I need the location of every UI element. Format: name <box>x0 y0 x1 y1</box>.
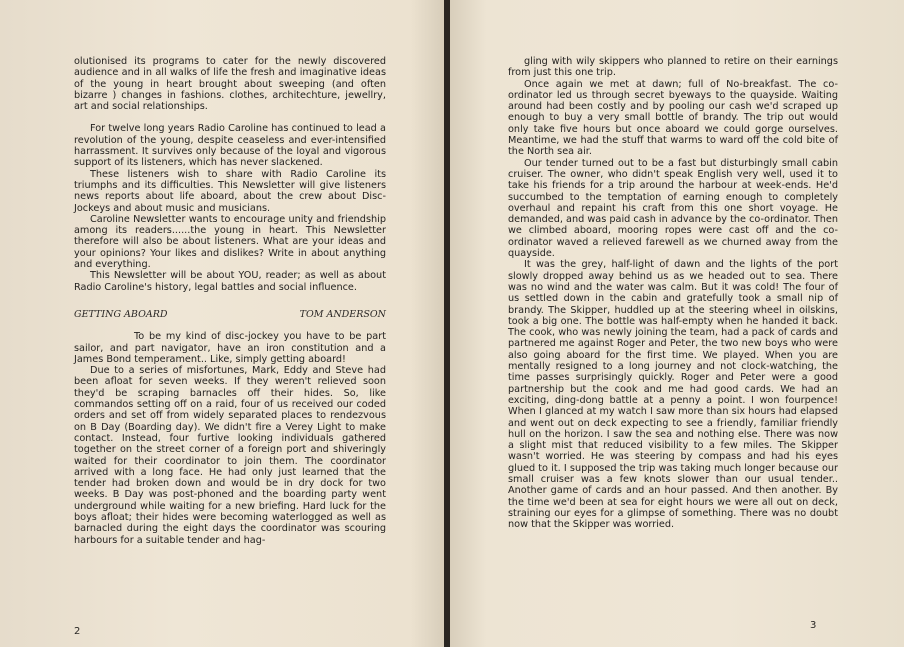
article-author: TOM ANDERSON <box>299 308 386 320</box>
paragraph: This Newsletter will be about YOU, reader; as well as about Radio Caroline's history, legal battles and social influence. <box>74 270 386 293</box>
right-page <box>450 0 904 647</box>
paragraph: It was the grey, half-light of dawn and the lights of the port slowly dropped away behind us as we headed out to sea. There was no wind and the water was calm. But it was cold! The four of us settled down in the cabin and gratefully took a small nip of brandy. The Skipper, huddled up at the steering wheel in oilskins, took a big one. The bottle was half-empty when he handed it back. The cook, who was newly joining the team, had a pack of cards and partnered me against Roger and Peter, the two new boys who were also going aboard for the first time. We played. When you are mentally resigned to a long journey and not clock-watching, the time passes surprisingly quickly. Roger and Peter were a good partnership but the cook and me had good cards. We had an exciting, ding-dong battle at a penny a point. I won fourpence! When I glanced at my watch I saw more than six hours had elapsed and went out on deck expecting to see a friendly, familiar friendly hull on the horizon. I saw the sea and nothing else. There was now a slight mist that reduced visibility to a few miles. The Skipper wasn't worried. He was steering by compass and had his eyes glued to it. I supposed the trip was taking much longer because our small cruiser was a few knots slower than our usual tender.. Another game of cards and an hour passed. And then another. By the time we'd been at sea for eight hours we were all out on deck, straining our eyes for a glimpse of something. There was no doubt now that the Skipper was worried. <box>508 259 838 531</box>
paragraph: Once again we met at dawn; full of No-breakfast. The co-ordinator led us through secret byeways to the quayside. Waiting around had been costly and by pooling our cash we'd scraped up enough to buy a very small bottle of brandy. The trip out would only take five hours but once aboard we could gorge ourselves. Meantime, we had the stuff that warms to ward off the cold bite of the North sea air. <box>508 78 838 158</box>
paragraph: gling with wily skippers who planned to retire on their earnings from just this one trip. <box>508 56 838 79</box>
page-number: 2 <box>74 626 81 637</box>
left-page <box>0 0 446 647</box>
paragraph: olutionised its programs to cater for the newly discovered audience and in all walks of life the fresh and imaginative ideas of the young in heart brought about sweeping (and often bizarre ) changes in fashions. clothes, architechture, jewellry, art and social relationships. <box>74 56 386 113</box>
page-number: 3 <box>810 620 817 631</box>
paragraph: Our tender turned out to be a fast but disturbingly small cabin cruiser. The owner, who didn't speak English very well, used it to take his friends for a trip around the harbour at week-ends. He'd succumbed to the temptation of earning enough to completely overhaul and repaint his craft from this one short voyage. He demanded, and was paid cash in advance by the co-ordinator. Then we climbed aboard, mooring ropes were cast off and the co-ordinator waved a relieved farewell as we churned away from the quayside. <box>508 157 838 260</box>
paragraph: Caroline Newsletter wants to encourage unity and friendship among its readers......the young in heart. This Newsletter therefore will also be about listeners. What are your ideas and your opinions? Your likes and dislikes? Write in about anything and everything. <box>74 213 386 271</box>
paragraph: For twelve long years Radio Caroline has continued to lead a revolution of the young, despite ceaseless and ever-intensified harrassment. It survives only because of the loyal and vigorous support of its listeners, which has never slackened. <box>74 123 386 169</box>
paragraph: To be my kind of disc-jockey you have to be part sailor, and part navigator, have an iron constitution and a James Bond temperament.. Like, simply getting aboard! <box>74 331 386 365</box>
paragraph: Due to a series of misfortunes, Mark, Eddy and Steve had been afloat for seven weeks. If they weren't relieved soon they'd be scraping barnacles off their hides. So, like commandos setting off on a raid, four of us received our coded orders and set off from widely separated places to rendezvous on B Day (Boarding day). We didn't fire a Verey Light to make contact. Instead, four furtive looking individuals gathered together on the street corner of a foreign port and shiveringly waited for their coordinator to join them. The coordinator arrived with a long face. He had only just learned that the tender had broken down and would be in dry dock for two weeks. B Day was post-phoned and the boarding party went underground while waiting for a new briefing. Hard luck for the boys afloat; their hides were becoming waterlogged as well as barnacled during the eight days the coordinator was scouring harbours for a suitable tender and hag- <box>74 365 386 546</box>
article-heading <box>74 309 386 320</box>
paragraph: These listeners wish to share with Radio Caroline its triumphs and its difficulties. This Newsletter will give listeners news reports about life aboard, about the crew about Disc-Jockeys and about music and musicians. <box>74 168 386 214</box>
right-text-column <box>508 56 838 530</box>
article-title: GETTING ABOARD <box>74 308 168 320</box>
left-text-column <box>74 56 386 546</box>
